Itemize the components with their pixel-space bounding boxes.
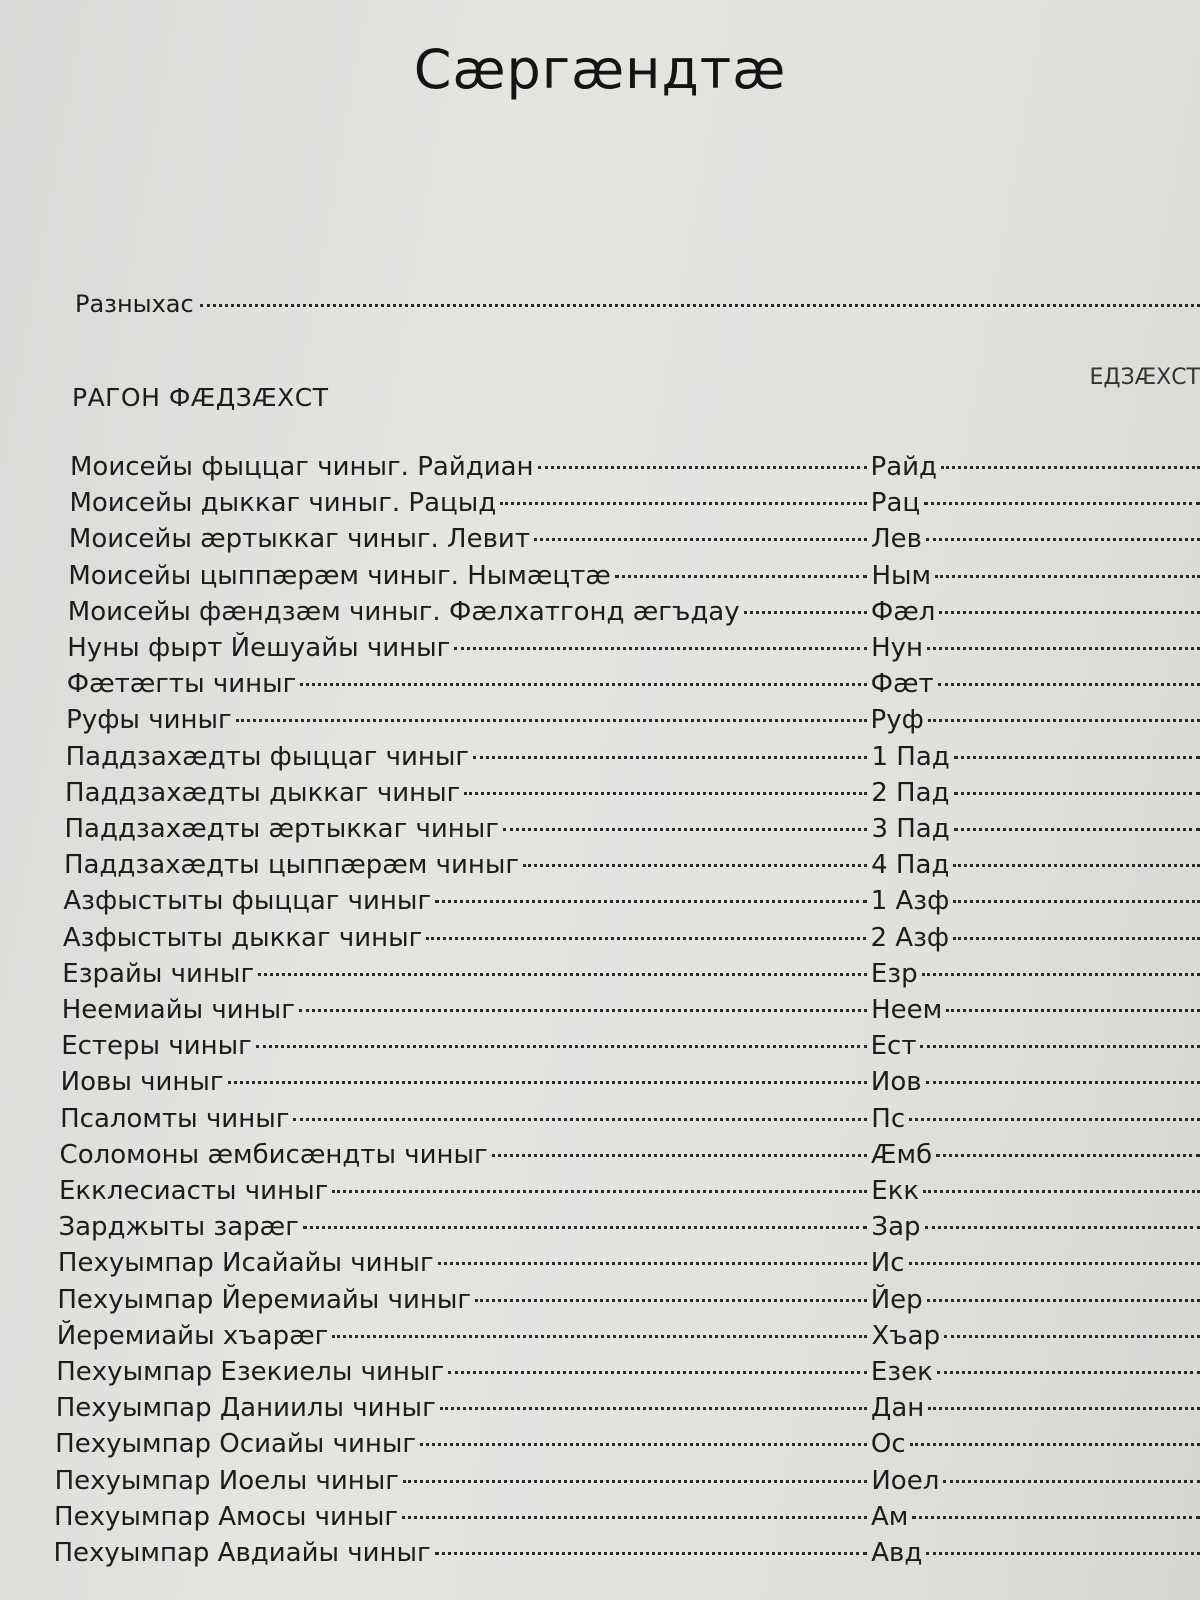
dot-leader-right [938,683,1200,686]
toc-entry-abbreviation: Хъар [871,1320,941,1351]
toc-entry-abbreviation: 3 Пад [871,814,950,844]
toc-entry-abbreviation: Неем [871,995,943,1025]
dot-leader-right [924,502,1200,505]
toc-entry[interactable] [66,742,1200,778]
toc-entry[interactable] [60,1104,1200,1140]
dot-leader-right [922,973,1200,976]
toc-entry-name: Неемиайы чиныг [61,995,295,1025]
dot-leader-right [928,1407,1200,1410]
dot-leader [473,756,867,759]
toc-entry-name: Пехуымпар Йеремиайы чиныг [57,1284,472,1315]
toc-entry-name: Естеры чиныг [61,1031,252,1062]
toc-entry-name: Екклесиасты чиныг [59,1176,329,1206]
toc-entry-abbreviation: Ис [870,1248,905,1279]
toc-entry[interactable] [56,1357,1200,1393]
dot-leader-right [925,1226,1200,1229]
toc-entry-name: Фæтæгты чиныг [66,669,297,700]
dot-leader [448,1371,867,1374]
toc-entry[interactable] [61,1031,1200,1067]
dot-leader [256,1045,867,1048]
dot-leader-right [926,1081,1200,1084]
toc-entry[interactable] [63,886,1200,922]
toc-entry-name: Паддзахæдты дыккаг чиныг [65,777,461,808]
toc-entry[interactable] [56,1393,1200,1429]
toc-entry-abbreviation: Езр [870,958,918,989]
dot-leader-right [953,864,1200,867]
toc-entry-abbreviation: 1 Пад [871,741,950,772]
toc-entry[interactable] [57,1285,1200,1321]
toc-entry-abbreviation: Екк [871,1176,920,1206]
toc-entry[interactable] [59,1176,1200,1212]
toc-entry[interactable] [68,561,1200,597]
toc-entry-abbreviation: Ест [870,1031,917,1062]
toc-entry[interactable] [58,1248,1200,1284]
toc-entry[interactable] [64,850,1200,886]
dot-leader-right [910,1443,1200,1446]
toc-entry[interactable] [55,1429,1200,1465]
dot-leader [523,864,867,867]
dot-leader-right [909,1262,1200,1265]
toc-entry-name: Зарджыты зарæг [58,1212,299,1243]
toc-entry[interactable] [68,597,1200,633]
page-title: Сæргæндтæ [413,38,787,101]
toc-entry-name: Пехуымпар Езекиелы чиныг [56,1357,445,1387]
dot-leader-right [926,1552,1200,1555]
dot-leader-right [941,466,1200,469]
toc-entry[interactable] [58,1212,1200,1248]
toc-entry[interactable] [66,705,1200,741]
toc-entry-name: Моисейы фыццаг чиныг. Райдиан [70,452,534,482]
toc-entry-abbreviation: Йер [870,1284,923,1315]
toc-entry-abbreviation: Пс [871,1103,906,1134]
dot-leader-right [936,1154,1200,1157]
dot-leader [293,1118,867,1121]
toc-entry-name: Паддзахæдты фыццаг чиныг [65,741,470,772]
dot-leader [426,937,866,940]
dot-leader [332,1335,867,1338]
toc-entry[interactable] [65,778,1200,814]
dot-leader-right [909,1118,1200,1121]
dot-leader [464,792,867,795]
dot-leader-right [928,719,1200,722]
dot-leader [538,466,867,469]
dot-leader [403,1480,867,1483]
toc-entry-abbreviation: Фæт [870,669,934,700]
dot-leader-right [926,538,1200,541]
dot-leader-right [943,1480,1200,1483]
toc-entry-name: Пехуымпар Исайайы чиныг [57,1248,434,1279]
toc-entry-name: Нуны фырт Йешуайы чиныг [67,633,451,663]
dot-leader [402,1516,867,1519]
toc-entry-name: Паддзахæдты æртыккаг чиныг [64,814,499,844]
toc-entry[interactable] [67,633,1200,669]
toc-entry-name: Иовы чиныг [60,1067,224,1098]
dot-leader-right [954,828,1200,831]
dot-leader [744,611,867,614]
toc-entry-name: Моисейы æртыккаг чиныг. Левит [68,524,530,555]
toc-entry-abbreviation: Зар [871,1212,921,1243]
dot-leader [440,1407,867,1410]
toc-entry-abbreviation: Авд [871,1538,923,1568]
dot-leader-right [939,611,1200,614]
section-heading: РАГОН ФÆДЗÆХСТ [72,383,329,412]
toc-entry[interactable] [54,1538,1200,1574]
toc-entry-name: Азфыстыты дыккаг чиныг [62,922,423,953]
toc-entry[interactable] [60,1140,1200,1176]
toc-entry-abbreviation: Иов [870,1067,922,1098]
intro-label: Разныхас [75,290,194,318]
dot-leader-right [920,1045,1200,1048]
toc-entry-name: Йеремиайы хъарæг [56,1320,329,1351]
dot-leader [492,1154,867,1157]
dot-leader [534,538,867,541]
toc-entry[interactable] [62,959,1200,995]
dot-leader [475,1299,867,1302]
toc-entry[interactable] [69,488,1200,524]
toc-entry-name: Пехуымпар Осиайы чиныг [55,1429,417,1460]
toc-entry-abbreviation: Рац [870,488,921,519]
toc-entry[interactable] [55,1466,1200,1502]
toc-entry-abbreviation: Дан [871,1393,925,1424]
dot-leader [300,683,866,686]
toc-entry-name: Пехуымпар Даниилы чиныг [55,1393,436,1424]
dot-leader [454,647,867,650]
toc-entry[interactable] [61,1067,1200,1103]
dot-leader-right [927,647,1200,650]
toc-entry-abbreviation: Æмб [871,1139,933,1170]
toc-entry[interactable] [69,524,1200,560]
toc-entry-abbreviation: Ам [871,1501,909,1532]
toc-entry-abbreviation: Ос [870,1429,906,1460]
dot-leader-right [912,1516,1200,1519]
toc-entry-name: Езрайы чиныг [62,958,255,989]
dot-leader-right [923,1190,1200,1193]
toc-entry-name: Пехуымпар Авдиайы чиныг [53,1538,431,1568]
dot-leader [303,1226,868,1229]
dot-leader [200,304,1200,307]
toc-entry-abbreviation: Нун [871,633,924,663]
dot-leader [500,502,867,505]
toc-entry[interactable] [62,995,1200,1031]
dot-leader-right [944,1335,1200,1338]
toc-entry[interactable] [67,669,1200,705]
toc-entry[interactable] [65,814,1200,850]
toc-entry-name: Моисейы фæндзæм чиныг. Фæлхатгонд æгъдау [67,596,740,627]
dot-leader [615,575,868,578]
dot-leader [420,1443,867,1446]
dot-leader [435,1552,868,1555]
toc-entry-name: Псаломты чиныг [60,1103,290,1134]
toc-entry-abbreviation: Езек [870,1357,933,1387]
dot-leader [228,1081,867,1084]
dot-leader [258,973,867,976]
dot-leader [332,1190,867,1193]
dot-leader-right [935,575,1200,578]
toc-entry[interactable] [63,923,1200,959]
dot-leader-right [954,792,1200,795]
toc-entry-name: Моисейы дыккаг чиныг. Рацыд [69,488,497,519]
toc-intro-row[interactable] [75,290,1200,318]
toc-entry[interactable] [54,1502,1200,1538]
dot-leader-right [954,756,1200,759]
toc-entry-abbreviation: 2 Пад [871,777,950,808]
toc-entry[interactable] [57,1321,1200,1357]
dot-leader [435,900,867,903]
dot-leader-right [953,937,1200,940]
dot-leader [438,1262,867,1265]
dot-leader-right [937,1371,1200,1374]
toc-entry-name: Руфы чиныг [66,705,232,736]
toc-entry-abbreviation: Райд [870,452,938,482]
toc-entry-abbreviation: Ным [871,560,932,591]
toc-entry-abbreviation: Иоел [871,1465,940,1496]
dot-leader [236,719,867,722]
toc-entry-name: Паддзахæдты цыппæрæм чиныг [63,850,520,881]
toc-entry-abbreviation: 4 Пад [871,850,950,881]
dot-leader [299,1009,867,1012]
toc-entry-abbreviation: 2 Азф [870,922,950,953]
dot-leader-right [927,1299,1200,1302]
toc-entry-name: Соломоны æмбисæндты чиныг [59,1139,488,1170]
toc-entry-abbreviation: Руф [870,705,924,736]
toc-entry-abbreviation: Фæл [870,596,936,627]
toc-entry-name: Пехуымпар Амосы чиныг [54,1501,399,1532]
right-edge-fragment: ЕДЗÆХСТ [1089,365,1200,390]
dot-leader-right [946,1009,1200,1012]
toc-entry[interactable] [70,452,1200,488]
dot-leader [503,828,868,831]
toc-entry-name: Моисейы цыппæрæм чиныг. Нымæцтæ [68,560,611,591]
toc-entry-abbreviation: Лев [871,524,922,555]
toc-entry-name: Пехуымпар Иоелы чиныг [54,1465,399,1496]
dot-leader-right [953,900,1200,903]
toc-entry-abbreviation: 1 Азф [870,886,950,917]
toc-entry-name: Азфыстыты фыццаг чиныг [63,886,432,917]
